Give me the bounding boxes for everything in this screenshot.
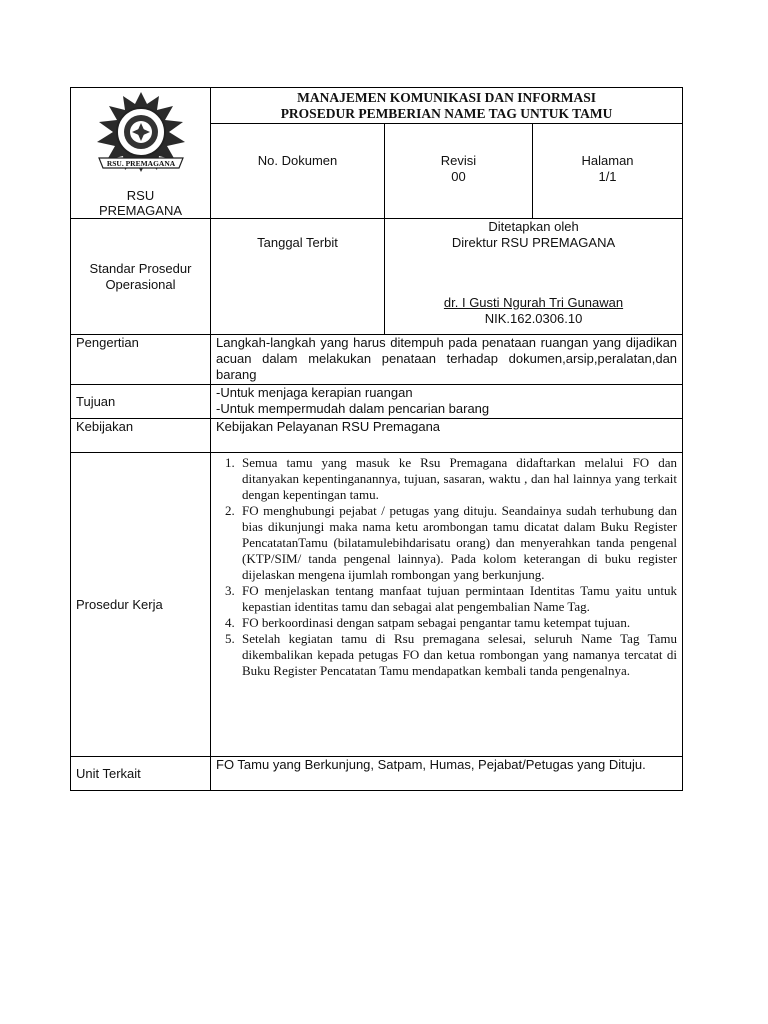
revision-value: 00 [451, 169, 466, 185]
prosedur-step: 4. FO berkoordinasi dengan satpam sebagai pengantar tamu ketempat tujuan. [238, 615, 677, 631]
prosedur-cell [211, 453, 683, 757]
prosedur-step: 5. Setelah kegiatan tamu di Rsu premagana selesai, seluruh Name Tag Tamu dikembalikan kepada petugas FO dan ketua rombongan yang namanya tercatat di Buku Register Pencatatan Tamu mendapatkan kembali tanda pengenalnya. [238, 631, 677, 679]
signer-nik: NIK.162.0306.10 [484, 311, 583, 326]
kebijakan-text: Kebijakan Pelayanan RSU Premagana [211, 419, 683, 453]
doc-number-cell [211, 124, 385, 219]
hospital-name-line2: PREMAGANA [98, 203, 183, 218]
unit-terkait-label: Unit Terkait [71, 757, 211, 791]
approval-cell [385, 219, 683, 335]
revision-cell [385, 124, 533, 219]
logo-ribbon-text: RSU. PREMAGANA [106, 159, 175, 168]
tujuan-cell [211, 385, 683, 419]
sop-document-table [70, 87, 683, 791]
signer-name: dr. I Gusti Ngurah Tri Gunawan [443, 295, 624, 310]
page-value: 1/1 [598, 169, 617, 185]
document-title [211, 88, 683, 124]
prosedur-label: Prosedur Kerja [71, 453, 211, 757]
page-cell [533, 124, 683, 219]
hospital-logo [91, 90, 191, 186]
logo-cell [71, 88, 211, 219]
kebijakan-label: Kebijakan [71, 419, 211, 453]
page-label: Halaman [581, 153, 634, 169]
hospital-name-line1: RSU [126, 188, 155, 203]
doc-number-label: No. Dokumen [257, 153, 338, 169]
tujuan-item-1: -Untuk menjaga kerapian ruangan [216, 385, 413, 400]
prosedur-step: 3. FO menjelaskan tentang manfaat tujuan permintaan Identitas Tamu yaitu untuk kepastian identitas tamu dan sebagai alat pengembalian Name Tag. [238, 583, 677, 615]
tujuan-label: Tujuan [71, 385, 211, 419]
issue-date-cell [211, 219, 385, 335]
revision-label: Revisi [440, 153, 477, 169]
title-line2: PROSEDUR PEMBERIAN NAME TAG UNTUK TAMU [280, 106, 613, 121]
prosedur-step: 2. FO menghubungi pejabat / petugas yang dituju. Seandainya sudah terhubung dan bias dikunjungi maka nama ketu arombongan tamu dicatat dalam Buku Register PencatatanTamu (bilatamulebihdarisatu orang) dan menyerahkan tanda pengenal (KTP/SIM/ tanda pengenal lainnya). Pada kolom keterangan di buku register dijelaskan mengena ijumlah rombongan yang berkunjung. [238, 503, 677, 583]
hospital-name [71, 188, 210, 218]
sop-label-cell [71, 219, 211, 335]
issue-date-label: Tanggal Terbit [257, 235, 338, 250]
approved-by-label: Ditetapkan oleh [488, 219, 579, 234]
director-title: Direktur RSU PREMAGANA [451, 235, 616, 250]
pengertian-label: Pengertian [71, 335, 211, 385]
unit-terkait-text: FO Tamu yang Berkunjung, Satpam, Humas, Pejabat/Petugas yang Dituju. [211, 757, 683, 791]
tujuan-item-2: -Untuk mempermudah dalam pencarian barang [216, 401, 490, 416]
prosedur-step: 1. Semua tamu yang masuk ke Rsu Premagana didaftarkan melalui FO dan ditanyakan kepentinganannya, tujuan, sasaran, waktu , dan hal lainnya yang terkait dengan kepentingan tamu. [238, 455, 677, 503]
prosedur-steps-list [216, 455, 677, 679]
pengertian-text: Langkah-langkah yang harus ditempuh pada penataan ruangan yang dijadikan acuan dalam melakukan penataan terhadap dokumen,arsip,peralatan,dan barang [211, 335, 683, 385]
sop-label-line2: Operasional [105, 276, 176, 292]
sop-label-line1: Standar Prosedur [89, 260, 192, 276]
title-line1: MANAJEMEN KOMUNIKASI DAN INFORMASI [297, 90, 596, 105]
